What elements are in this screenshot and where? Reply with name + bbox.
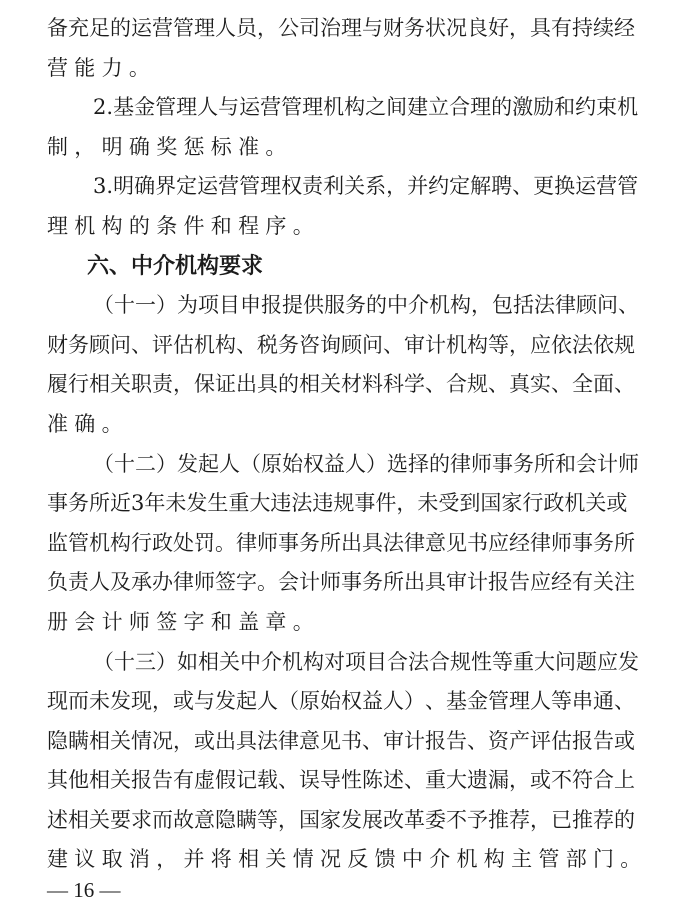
text-line: 建议取消，并将相关情况反馈中介机构主管部门。 bbox=[47, 847, 648, 872]
text-line: （ 十 二 ） 发 起 人 （ 原 始 权 益 人 ） 选 择 的 律 师 事 务 所 和 会 计 师 bbox=[93, 451, 639, 476]
text-line: 3 . 明 确 界 定 运 营 管 理 权 责 利 关 系 ， 并 约 定 解 聘 、 更 换 运 营 管 bbox=[93, 174, 639, 199]
text-line: 事 务 所 近 3 年 未 发 生 重 大 违 法 违 规 事 件 ， 未 受 到 国 家 行 政 机 关 或 bbox=[47, 491, 628, 516]
paragraph-continuation bbox=[47, 9, 635, 88]
document-page bbox=[47, 9, 648, 880]
paragraph-item-3 bbox=[47, 167, 639, 246]
text-line: 制，明确奖惩标准。 bbox=[47, 134, 293, 159]
text-line: 监 管 机 构 行 政 处 罚 。 律 师 事 务 所 出 具 法 律 意 见 书 应 经 律 师 事 务 所 bbox=[47, 530, 635, 555]
text-line: 现 而 未 发 现 ， 或 与 发 起 人 （ 原 始 权 益 人 ） 、 基 金 管 理 人 等 串 通 、 bbox=[47, 689, 635, 714]
text-line: （ 十 一 ） 为 项 目 申 报 提 供 服 务 的 中 介 机 构 ， 包 括 法 律 顾 问 、 bbox=[93, 293, 639, 318]
text-line: 营能力。 bbox=[47, 55, 157, 80]
text-line: 财 务 顾 问 、 评 估 机 构 、 税 务 咨 询 顾 问 、 审 计 机 构 等 ， 应 依 法 依 规 bbox=[47, 332, 635, 357]
text-line: （ 十 三 ） 如 相 关 中 介 机 构 对 项 目 合 法 合 规 性 等 重 大 问 题 应 发 bbox=[93, 649, 639, 674]
paragraph-clause-11 bbox=[47, 286, 639, 444]
paragraph-clause-12 bbox=[47, 445, 639, 643]
text-line: 册会计师签字和盖章。 bbox=[47, 609, 320, 634]
section-heading: 六、中介机构要求 bbox=[87, 253, 264, 279]
paragraph-item-2 bbox=[47, 88, 639, 167]
text-line: 履 行 相 关 职 责 ， 保 证 出 具 的 相 关 材 料 科 学 、 合 规 、 真 实 、 全 面 、 bbox=[47, 372, 635, 397]
paragraph-clause-13 bbox=[47, 643, 648, 881]
text-line: 备 充 足 的 运 营 管 理 人 员 ， 公 司 治 理 与 财 务 状 况 良 好 ， 具 有 持 续 经 bbox=[47, 16, 635, 40]
text-line: 隐 瞒 相 关 情 况 ， 或 出 具 法 律 意 见 书 、 审 计 报 告 、 资 产 评 估 报 告 或 bbox=[47, 728, 635, 753]
text-line: 其 他 相 关 报 告 有 虚 假 记 载 、 误 导 性 陈 述 、 重 大 遗 漏 ， 或 不 符 合 上 bbox=[47, 768, 635, 793]
text-line: 准确。 bbox=[47, 411, 129, 436]
text-line: 述 相 关 要 求 而 故 意 隐 瞒 等 ， 国 家 发 展 改 革 委 不 予 推 荐 ， 已 推 荐 的 bbox=[47, 807, 635, 832]
text-line: 理机构的条件和程序。 bbox=[47, 213, 320, 238]
text-line: 2 . 基 金 管 理 人 与 运 营 管 理 机 构 之 间 建 立 合 理 的 激 励 和 约 束 机 bbox=[93, 95, 639, 120]
text-line: 负 责 人 及 承 办 律 师 签 字 。 会 计 师 事 务 所 出 具 审 计 报 告 应 经 有 关 注 bbox=[47, 570, 635, 595]
page-number: — 16 — bbox=[47, 878, 121, 902]
